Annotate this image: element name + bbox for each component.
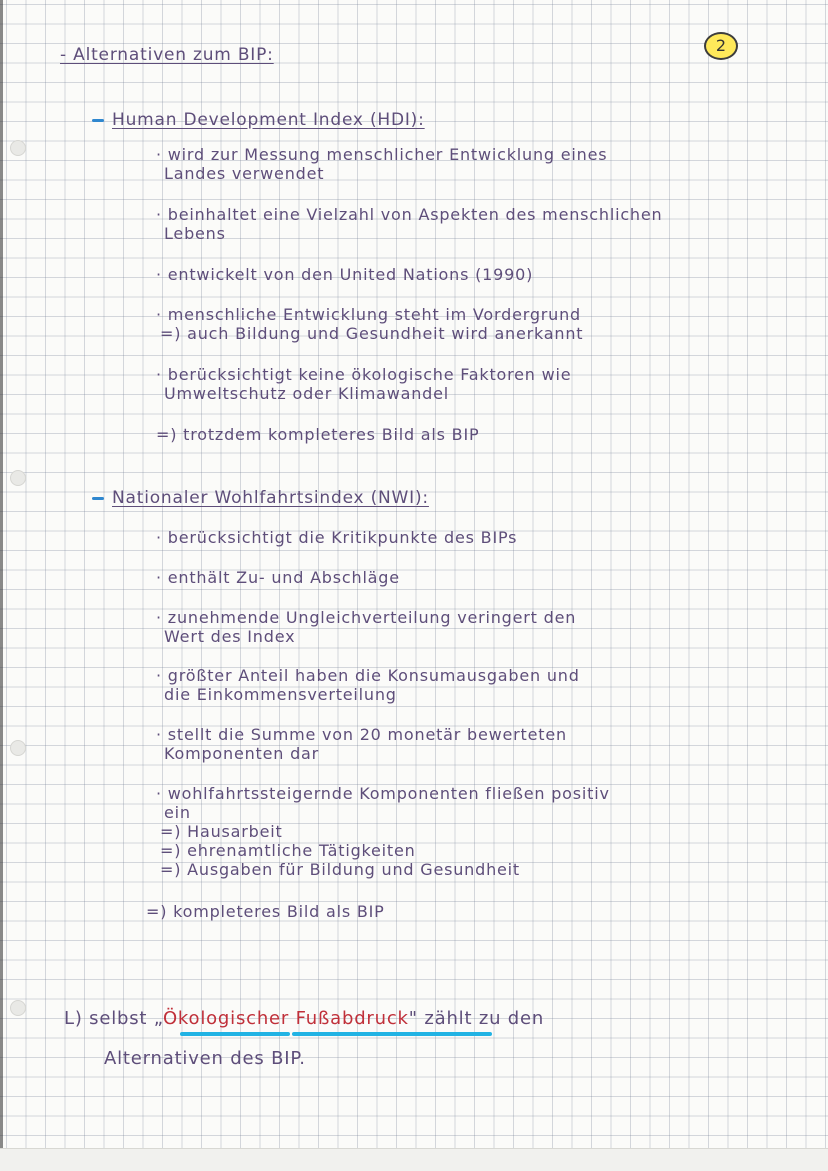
footer-note-line-1: [64, 1008, 544, 1029]
nwi-bullet-6-line-2: ein: [164, 803, 191, 822]
nwi-bullet-1-line-1: · berücksichtigt die Kritikpunkte des BIPs: [156, 528, 518, 547]
punch-hole: [10, 740, 26, 756]
blue-dash-icon: [92, 119, 104, 122]
hdi-bullet-2-line-1: · beinhaltet eine Vielzahl von Aspekten des menschlichen: [156, 205, 663, 224]
nwi-conclusion: =) kompleteres Bild als BIP: [146, 902, 385, 921]
page-heading: - Alternativen zum BIP:: [60, 45, 274, 65]
blue-dash-icon: [92, 497, 104, 500]
hdi-bullet-5-line-1: · berücksichtigt keine ökologische Faktoren wie: [156, 365, 572, 384]
hdi-bullet-5-line-2: Umweltschutz oder Klimawandel: [164, 384, 450, 403]
nwi-title: Nationaler Wohlfahrtsindex (NWI):: [92, 488, 429, 508]
punch-hole: [10, 140, 26, 156]
highlight-marker: [292, 1032, 492, 1036]
nwi-bullet-5-line-2: Komponenten dar: [164, 744, 320, 763]
nwi-sub-3: =) Ausgaben für Bildung und Gesundheit: [160, 860, 520, 879]
hdi-conclusion: =) trotzdem kompleteres Bild als BIP: [156, 425, 480, 444]
footer-prefix: L) selbst „: [64, 1008, 163, 1029]
scan-bottom-edge: [0, 1148, 828, 1171]
nwi-bullet-4-line-1: · größter Anteil haben die Konsumausgaben und: [156, 666, 580, 685]
nwi-bullet-2-line-1: · enthält Zu- und Abschläge: [156, 568, 400, 587]
page-edge: [0, 0, 3, 1171]
nwi-bullet-3-line-1: · zunehmende Ungleichverteilung veringert den: [156, 608, 577, 627]
nwi-bullet-4-line-2: die Einkommensverteilung: [164, 685, 397, 704]
nwi-sub-2: =) ehrenamtliche Tätigkeiten: [160, 841, 416, 860]
hdi-bullet-4-line-2: =) auch Bildung und Gesundheit wird anerkannt: [160, 324, 584, 343]
hdi-title: Human Development Index (HDI):: [92, 110, 425, 130]
nwi-bullet-6-line-1: · wohlfahrtssteigernde Komponenten fließen positiv: [156, 784, 610, 803]
footer-suffix: " zählt zu den: [408, 1008, 545, 1029]
hdi-bullet-3-line-1: · entwickelt von den United Nations (1990): [156, 265, 534, 284]
page-number-badge: 2: [704, 32, 738, 60]
footer-note-line-2: Alternativen des BIP.: [104, 1048, 306, 1069]
punch-hole: [10, 1000, 26, 1016]
hdi-bullet-2-line-2: Lebens: [164, 224, 226, 243]
punch-hole: [10, 470, 26, 486]
hdi-bullet-1-line-2: Landes verwendet: [164, 164, 325, 183]
hdi-bullet-1-line-1: · wird zur Messung menschlicher Entwicklung eines: [156, 145, 608, 164]
nwi-sub-1: =) Hausarbeit: [160, 822, 283, 841]
nwi-bullet-5-line-1: · stellt die Summe von 20 monetär bewerteten: [156, 725, 567, 744]
highlight-marker: [180, 1032, 290, 1036]
nwi-bullet-3-line-2: Wert des Index: [164, 627, 296, 646]
footer-highlight: Ökologischer Fußabdruck: [162, 1008, 409, 1029]
hdi-bullet-4-line-1: · menschliche Entwicklung steht im Vordergrund: [156, 305, 581, 324]
